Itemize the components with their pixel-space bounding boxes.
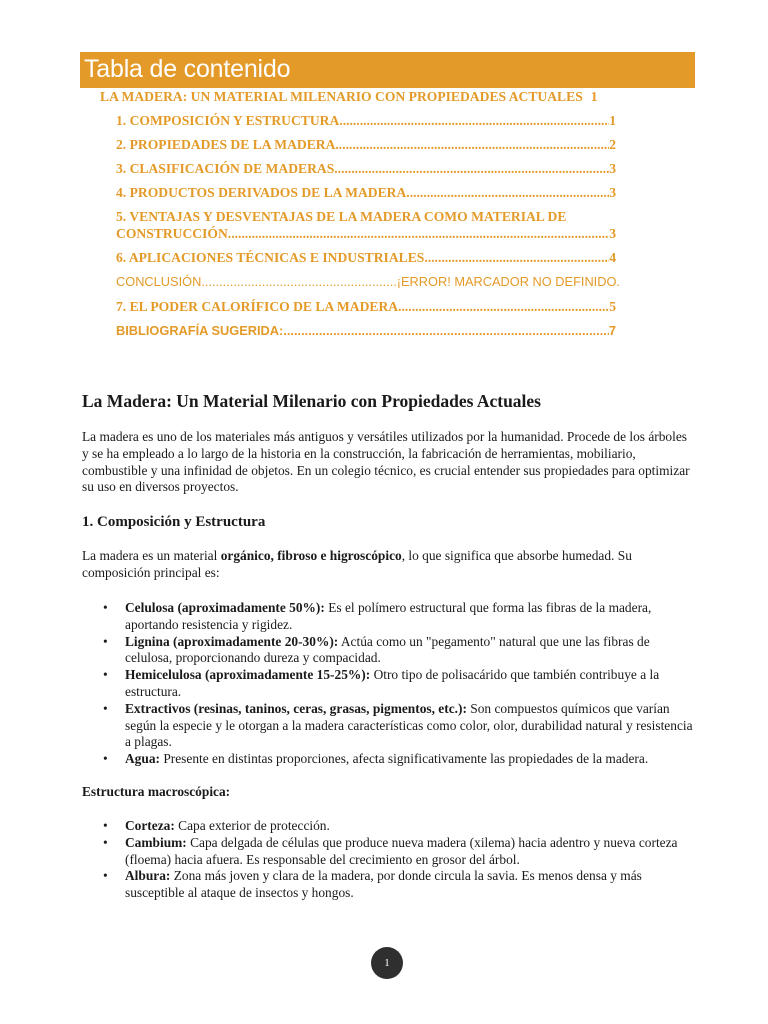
toc-entry-page: 2	[609, 137, 616, 152]
list-item-label: Celulosa (aproximadamente 50%):	[125, 600, 325, 615]
toc-entry-title: LA MADERA: UN MATERIAL MILENARIO CON PROPIEDADES ACTUALES	[100, 89, 583, 104]
toc-entry-title: BIBLIOGRAFÍA SUGERIDA:	[116, 323, 284, 338]
list-item-label: Lignina (aproximadamente 20-30%):	[125, 633, 339, 649]
toc-entry-page: 3	[609, 226, 616, 241]
toc-entry-page: 4	[609, 250, 616, 265]
toc-entry-page: 5	[609, 299, 616, 314]
intro-paragraph: La madera es uno de los materiales más antiguos y versátiles utilizados por la humanidad. Procede de los árboles y se ha empleado a lo largo de la historia en la construcción, la fabricación de herramientas, mobiliario, combustible y una infinidad de objetos. En un colegio técnico, es crucial entender sus propiedades para optimizar su uso en diversos proyectos.	[82, 429, 690, 495]
toc-entry-page: 3	[609, 185, 616, 200]
macro-structure-heading: Estructura macroscópica:	[82, 784, 231, 799]
toc-entry-title: 4. PRODUCTOS DERIVADOS DE LA MADERA	[116, 185, 407, 200]
toc-entry-page: 3	[609, 161, 616, 176]
toc-entry[interactable]	[116, 209, 616, 225]
section-heading: 1. Composición y Estructura	[82, 514, 266, 530]
list-item	[82, 634, 694, 668]
list-item-label: Albura:	[125, 868, 171, 884]
list-item-text: Actúa como un "pegamento" natural que une las fibras de celulosa, proporcionando dureza y compacidad.	[125, 633, 650, 666]
list-item-text: Es el polímero estructural que forma las fibras de la madera, aportando resistencia y rigidez.	[125, 600, 652, 632]
toc-entry[interactable]	[116, 274, 620, 290]
toc-entry[interactable]	[116, 323, 616, 339]
toc-heading: Tabla de contenido	[84, 55, 291, 83]
list-item-label: Corteza:	[125, 818, 175, 833]
page-number: 1	[384, 957, 390, 969]
toc-entry-title-line2: CONSTRUCCIÓN	[116, 226, 228, 241]
list-item-text: Presente en distintas proporciones, afecta significativamente las propiedades de la madera.	[159, 751, 649, 767]
toc-entry-title: 1. COMPOSICIÓN Y ESTRUCTURA	[116, 113, 340, 128]
macro-structure-list	[82, 818, 694, 902]
list-item-text: Capa delgada de células que produce nueva madera (xilema) hacia adentro y nueva corteza (floema) hacia afuera. Es responsable del crecimiento en grosor del árbol.	[125, 834, 678, 867]
list-item	[82, 751, 694, 768]
toc-entry-page: 1	[590, 89, 598, 104]
toc-entry[interactable]	[116, 299, 616, 315]
toc-entry[interactable]	[100, 89, 620, 105]
toc-entry[interactable]	[116, 185, 616, 201]
toc-entry-title: 3. CLASIFICACIÓN DE MADERAS	[116, 161, 335, 176]
list-item-text: Otro tipo de polisacárido que también contribuye a la estructura.	[125, 667, 660, 699]
toc-entry-title: 6. APLICACIONES TÉCNICAS E INDUSTRIALES	[116, 250, 425, 265]
page-number-badge	[371, 947, 403, 979]
list-item-text: Son compuestos químicos que varían según la especie y le otorgan a la madera características como color, olor, durabilidad natural y resistencia a plagas.	[125, 700, 693, 750]
toc-entry[interactable]	[116, 161, 616, 177]
list-item	[82, 667, 694, 701]
list-item	[82, 868, 694, 902]
list-item-label: Extractivos (resinas, taninos, ceras, grasas, pigmentos, etc.):	[125, 700, 467, 716]
toc-entry-title: CONCLUSIÓN	[116, 274, 202, 289]
para-bold-text: orgánico, fibroso e higroscópico	[220, 548, 402, 563]
toc-entry[interactable]	[116, 113, 616, 129]
list-item-text: Capa exterior de protección.	[174, 818, 330, 833]
list-item-label: Agua:	[125, 751, 160, 767]
para-text: La madera es un material	[82, 548, 221, 563]
toc-header-bar	[80, 52, 695, 88]
toc-entry-page: 1	[609, 113, 616, 128]
list-item-label: Cambium:	[125, 834, 187, 850]
toc-entry[interactable]	[116, 250, 616, 266]
toc-entry-title: 2. PROPIEDADES DE LA MADERA	[116, 137, 336, 152]
toc-entry-title: 7. EL PODER CALORÍFICO DE LA MADERA	[116, 299, 399, 314]
para-text: , lo que significa que absorbe humedad. Su composición principal es:	[82, 548, 632, 580]
toc-entry-title-line1: 5. VENTAJAS Y DESVENTAJAS DE LA MADERA COMO MATERIAL DE	[116, 209, 567, 224]
toc-entry-continued[interactable]	[116, 226, 616, 242]
toc-entry-error: ¡ERROR! MARCADOR NO DEFINIDO.	[396, 274, 620, 289]
list-item	[82, 701, 694, 751]
section-paragraph	[82, 548, 692, 582]
list-item	[82, 835, 694, 869]
list-item	[82, 600, 694, 634]
composition-list	[82, 600, 694, 768]
toc-entry-page: 7	[608, 323, 616, 338]
toc-entry[interactable]	[116, 137, 616, 153]
list-item-text: Zona más joven y clara de la madera, por donde circula la savia. Es menos densa y más susceptible al ataque de insectos y hongos.	[125, 868, 642, 901]
list-item-label: Hemicelulosa (aproximadamente 15-25%):	[125, 667, 371, 683]
document-title: La Madera: Un Material Milenario con Propiedades Actuales	[82, 391, 541, 411]
list-item	[82, 818, 694, 835]
